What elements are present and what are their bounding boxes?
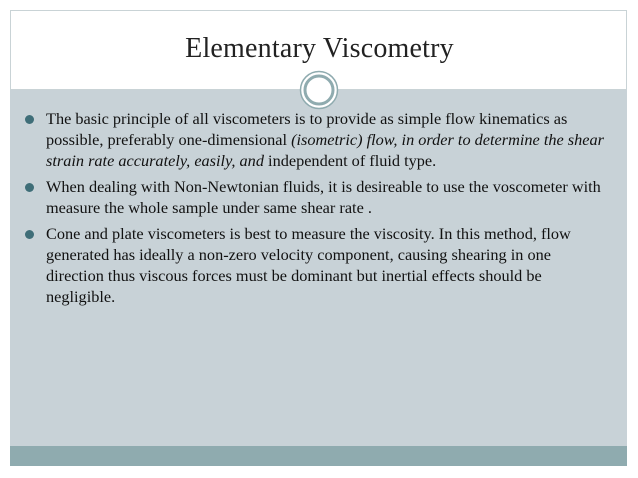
- bullet-text: Cone and plate viscometers is best to measure the viscosity. In this method, flow generated has ideally a non-zero velocity component, causing shearing in one direction thus viscous forces must be dominant but inertial effects should be negligible.: [46, 224, 571, 306]
- footer-band: [10, 446, 627, 466]
- bullet-text: independent of fluid type.: [263, 151, 437, 170]
- bullet-text: (isometric) flow, in order to determine the shear strain rate accurately, easily, and: [46, 130, 604, 170]
- round-bullet-icon: [25, 183, 34, 192]
- bullet-item: [22, 223, 612, 307]
- bullet-item: [22, 108, 612, 171]
- round-bullet-icon: [25, 115, 34, 124]
- slide-title: Elementary Viscometry: [185, 33, 454, 64]
- bullet-item: [22, 176, 612, 218]
- round-bullet-icon: [25, 230, 34, 239]
- double-circle-ornament-icon: [299, 70, 339, 110]
- bullet-text: When dealing with Non-Newtonian fluids, it is desireable to use the voscometer with measure the whole sample under same shear rate .: [46, 177, 601, 217]
- bullet-text: The basic principle of all viscometers is to provide as simple flow kinematics as possible, preferably one-dimensional: [46, 109, 568, 149]
- bullet-list: [22, 108, 612, 312]
